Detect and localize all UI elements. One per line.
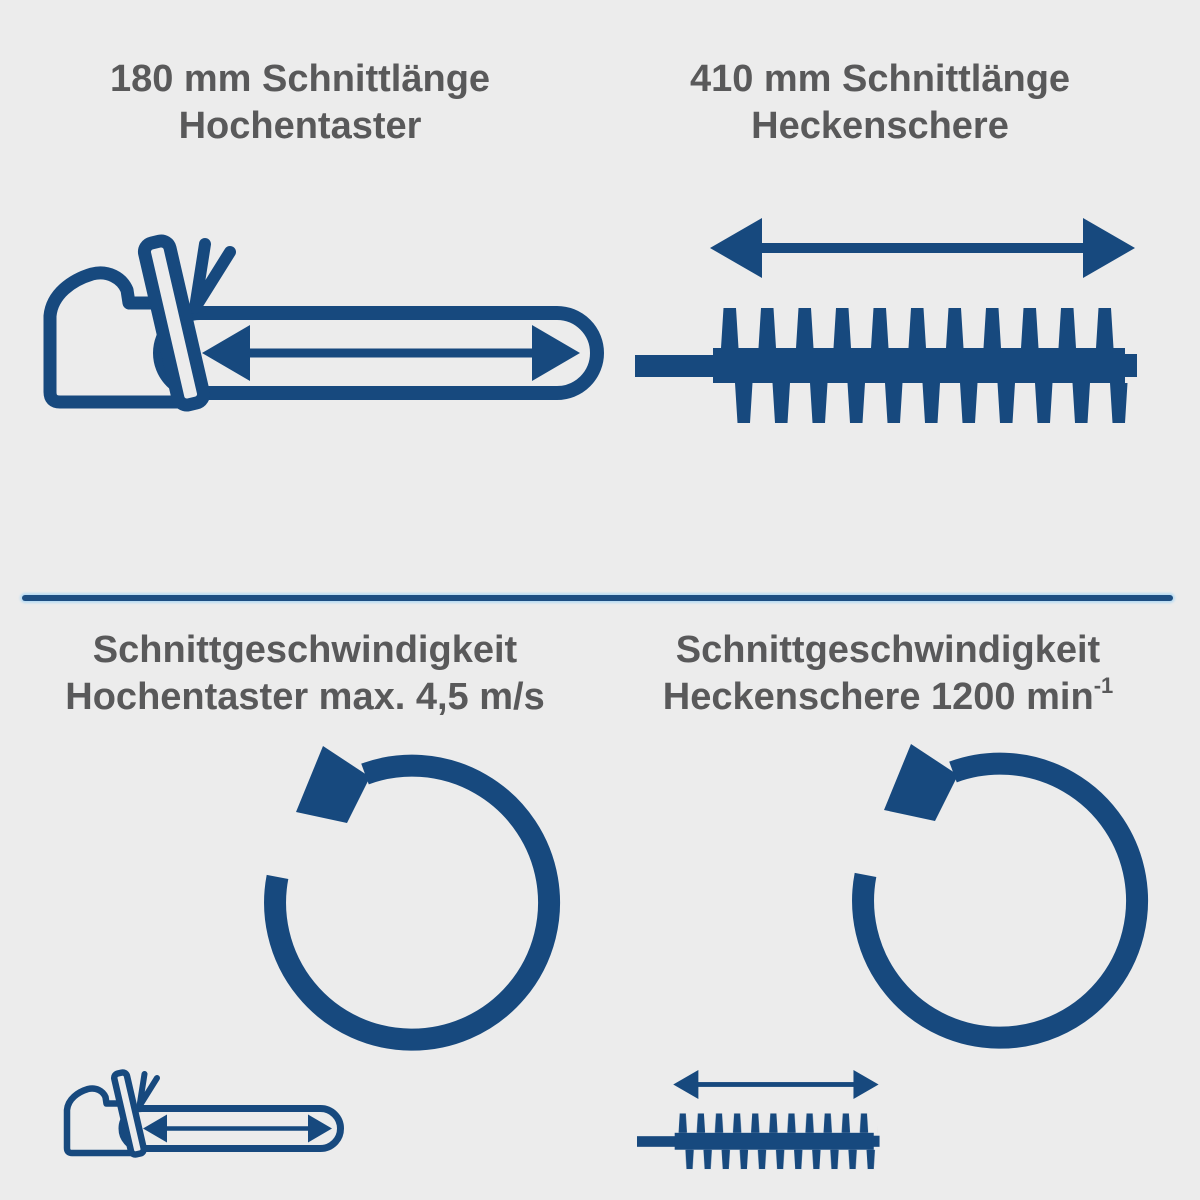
- blade-teeth-bottom: [735, 383, 1130, 423]
- title-line: Hochentaster max. 4,5 m/s: [65, 676, 545, 718]
- title-line: 410 mm Schnittlänge: [689, 58, 1071, 100]
- rotation-arrowhead: [884, 744, 958, 821]
- superscript-exponent: -1: [1093, 673, 1114, 699]
- rotation-ccw-icon: [840, 741, 1160, 1061]
- hedge-trimmer-icon-small: [637, 1068, 881, 1172]
- title-bottom-right: [578, 627, 1198, 721]
- title-line-text: Heckenschere 1200 min: [662, 676, 1094, 718]
- blade-tip-step: [1121, 354, 1137, 377]
- hedge-trimmer-icon: [635, 214, 1140, 429]
- pole-saw-icon: [40, 236, 610, 426]
- title-bottom-left: [0, 627, 610, 721]
- title-line: [578, 674, 1198, 721]
- title-line: Hochentaster: [178, 105, 422, 147]
- double-arrow-icon: [710, 218, 1135, 278]
- blade-spine: [713, 348, 1125, 383]
- trimmer-blade: [635, 308, 1137, 423]
- blade-shaft: [635, 355, 720, 377]
- rotation-arrowhead: [296, 746, 370, 823]
- title-line: Schnittgeschwindigkeit: [675, 629, 1101, 671]
- blade-teeth-top: [721, 308, 1133, 348]
- title-top-right: [570, 56, 1190, 150]
- double-arrow-icon: [202, 325, 580, 381]
- title-line: 180 mm Schnittlänge: [109, 58, 491, 100]
- double-arrow-icon: [673, 1070, 878, 1099]
- double-arrow-icon: [143, 1115, 332, 1143]
- title-line: Schnittgeschwindigkeit: [92, 629, 518, 671]
- divider-line: [22, 595, 1173, 601]
- title-top-left: [0, 56, 600, 150]
- branch-hook: [195, 244, 230, 308]
- pole-saw-icon-small: [62, 1070, 347, 1165]
- rotation-ccw-icon: [252, 743, 572, 1063]
- title-line: Heckenschere: [751, 105, 1009, 147]
